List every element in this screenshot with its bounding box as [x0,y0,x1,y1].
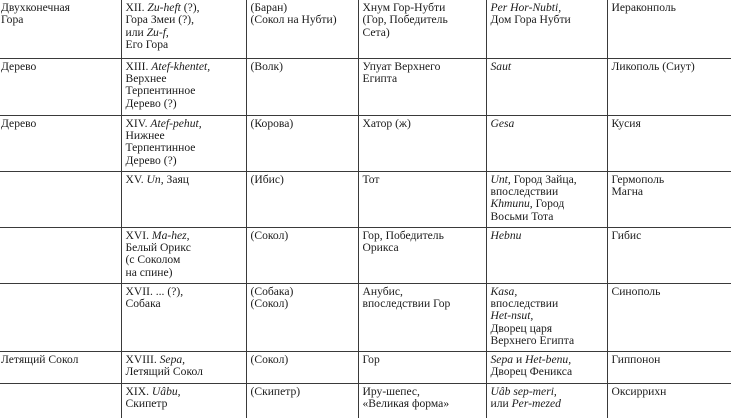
deity-cell: Анубис, впоследствии Гор [358,283,486,351]
nome-number: XVIII. [125,352,160,366]
nome-number: XIX. [125,384,152,398]
table-row [0,383,731,418]
deity-cell: Тот [358,171,486,227]
capital-translation: Дворец Феникса [490,364,573,378]
capital-egyptian-name: Uâb sep-meri, [490,384,557,398]
capital-egyptian-name-alt: Khmunu, [490,197,533,211]
table-row [0,171,731,227]
symbol-cell: Дерево [0,115,121,171]
symbol-cell [0,283,121,351]
greek-name-cell: Иераконполь [607,0,731,58]
nome-number: XII. [125,1,148,14]
symbol-cell: Двухконечная Гора [0,0,121,58]
capital-cell [486,283,607,351]
nome-number: XV. [125,172,147,186]
emblem-cell: (Ибис) [246,171,358,227]
nome-egyptian-name-alt: Zu-f, [146,25,169,39]
capital-egyptian-name-alt: Het-benu, [525,352,572,366]
greek-name-cell: Кусия [607,115,731,171]
nome-translation: Летящий Сокол [125,364,203,378]
capital-cell [486,58,607,115]
table-row [0,0,731,58]
capital-cell [486,383,607,418]
nome-egyptian-name: Ma-hez, [151,228,190,242]
symbol-cell [0,383,121,418]
nome-translation: Верхнее Терпентинное Дерево (?) [125,71,196,110]
emblem-cell: (Сокол) [246,227,358,283]
nome-egyptian-name: Uâbu, [151,384,181,398]
capital-egyptian-name: Unt, [490,172,511,186]
nome-name-cell [121,383,246,418]
nome-egyptian-name: Atef-khentet, [151,59,211,73]
deity-cell: Гор, Победитель Орикса [358,227,486,283]
deity-cell: Гор [358,351,486,383]
nome-name-cell [121,171,246,227]
deity-cell: Хатор (ж) [358,115,486,171]
nome-translation: Заяц [163,172,190,186]
nome-translation: Белый Орикс (с Соколом на спине) [125,240,191,279]
emblem-cell: (Сокол) [246,351,358,383]
deity-cell: Упуат Верхнего Египта [358,58,486,115]
emblem-cell: (Корова) [246,115,358,171]
nome-egyptian-name: Sepa, [159,352,186,366]
nome-name-cell [121,283,246,351]
emblem-cell: (Скипетр) [246,383,358,418]
deity-cell: Иру-шепес, «Великая форма» [358,383,486,418]
nome-egyptian-name: Atef-pehut, [150,116,202,130]
nome-name-cell [121,351,246,383]
emblem-cell: (Собака) (Сокол) [246,283,358,351]
capital-egyptian-name: Hebnu [490,228,522,242]
capital-egyptian-name-alt: Per-mezed [511,396,561,410]
greek-name-cell: Гибис [607,227,731,283]
nome-egyptian-name: Zu-heft [147,1,181,14]
capital-egyptian-name: Saut [490,59,512,73]
greek-name-cell: Гермополь Магна [607,171,731,227]
capital-conjunction: и [513,352,526,366]
capital-egyptian-name: Sepa [490,352,514,366]
nome-name-cell [121,58,246,115]
nome-translation: Нижнее Терпентинное Дерево (?) [125,128,196,167]
nome-name-cell [121,227,246,283]
symbol-cell: Летящий Сокол [0,351,121,383]
capital-cell [486,351,607,383]
nome-number: XVI. [125,228,152,242]
symbol-cell: Дерево [0,58,121,115]
capital-translation: впоследствии [490,296,559,310]
capital-translation: Город Зайца, впоследствии [490,172,577,198]
nome-number: XIII. [125,59,152,73]
capital-egyptian-name-alt: Het-nsut, [490,309,534,323]
greek-name-cell: Синополь [607,283,731,351]
capital-egyptian-name: Per Hor-Nubti, [490,1,562,14]
deity-cell: Хнум Гор-Нубти (Гор, Победитель Сета) [358,0,486,58]
table-row [0,227,731,283]
nome-name-cell [121,115,246,171]
capital-translation-alt: Дворец царя Верхнего Египта [490,321,575,348]
table-row [0,58,731,115]
table-row [0,351,731,383]
capital-cell [486,0,607,58]
nome-number: XVII. ... (?), Собака [125,284,184,310]
table-row [0,283,731,351]
nome-name-cell [121,0,246,58]
table-row [0,115,731,171]
emblem-cell: (Волк) [246,58,358,115]
emblem-cell: (Баран) (Сокол на Нубти) [246,0,358,58]
nome-translation: Скипетр [125,396,168,410]
symbol-cell [0,171,121,227]
capital-egyptian-name: Kasa, [490,284,518,298]
nome-egyptian-name: Un, [146,172,164,186]
capital-translation-alt: Город Восьми Тота [490,197,565,223]
greek-name-cell: Ликополь (Сиут) [607,58,731,115]
greek-name-cell: Оксиррихн [607,383,731,418]
capital-cell [486,227,607,283]
symbol-cell [0,227,121,283]
nome-translation: (?), Гора Змеи (?), или [125,1,200,39]
greek-name-cell: Гиппонон [607,351,731,383]
capital-translation: Дом Гора Нубти [490,13,571,27]
nome-translation-alt: Его Гора [125,38,169,52]
capital-cell [486,171,607,227]
capital-cell [486,115,607,171]
capital-conjunction: или [490,396,509,410]
nome-number: XIV. [125,116,151,130]
capital-egyptian-name: Gesa [490,116,515,130]
